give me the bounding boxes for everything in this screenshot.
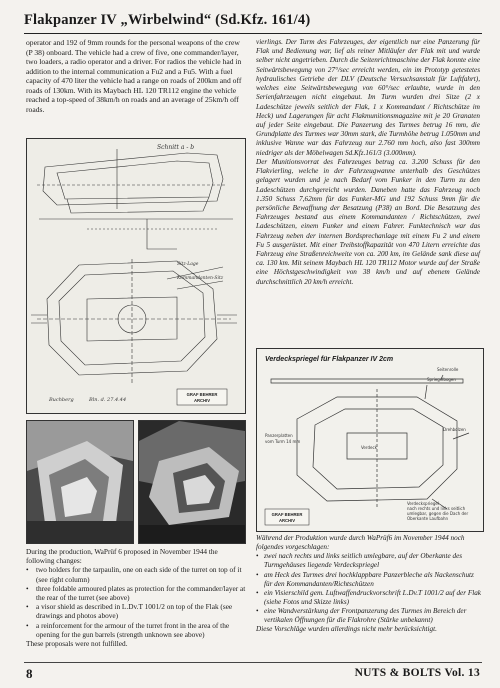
inset-label-top2: Spriegelbogen: [427, 377, 456, 382]
inset-label-bottom-1: Verdeckspriegel: [407, 501, 439, 506]
inset-archive-stamp-2: ARCHIV: [278, 518, 296, 523]
inset-archive-stamp-1: GRAF BEHRER: [271, 512, 303, 517]
blueprint-date: Bln. d. 27.4.44: [89, 397, 127, 403]
turret-blueprint-figure: [26, 138, 246, 414]
blueprint-archive-stamp-1: GRAF BEHRER: [186, 392, 218, 397]
visor-shield-photo-2: [138, 420, 246, 544]
right-bottom-outro: Diese Vorschläge wurden allerdings nicht mehr berücksichtigt.: [256, 625, 437, 634]
inset-label-bottom-2: nach rechts und links seitlich: [407, 506, 466, 511]
inset-label-bottom-4: Oberkante Laufbahn: [407, 516, 449, 521]
inset-label-right: Drehbolzen: [443, 427, 466, 432]
right-paragraph-2: Der Munitionsvorrat des Fahrzeuges betrug ca. 3.200 Schuss für den Flakvierling, welche in der Fahrzeugwanne unterhalb des Geschützes gelagert wurden und je nach Bedarf vom Funker in den Turm zu den Ladeschützen durchgereicht wurden. Daneben hatte das Fahrzeug noch 1.350 Schuss 7,62mm für das Funker-MG und 192 Schuss 9mm für die persönliche Bewaffnung der Besatzung (P38) an Bord. Die Besatzung des Fahrzeuges bestand aus einem Kommandanten / Richtschützen, zwei Ladeschützen, einem Funker und einem Fahrer. Funktechnisch war das Fahrzeug neben der internen Bordsprechanlage mit einem Fu 2 und einem Fu 5 ausgerüstet. Mit einer Treibstoffkapazität von 470 Litern erreichte das Fahrzeug eine Straßenreichweite von ca. 200 km, im Gelände sank diese auf ca. 130 km. Mit seinem Maybach HL 120 TR112 Motor wurde auf der Straße eine Höchstgeschwindigkeit von 38 km/h und auf ebenem Gelände durchschnittlich 20 km/h erreicht.: [256, 157, 480, 286]
right-bottom-item: • zwei nach rechts und links seitlich umlegbare, auf der Oberkante des Turmgehäuses liegende Verdeckspriegel: [264, 552, 482, 570]
caption-outro: These proposals were not fulfilled.: [26, 638, 128, 648]
blueprint-note-a: Sitz-Lage: [177, 262, 199, 267]
publication-name: NUTS & BOLTS Vol. 13: [354, 667, 480, 679]
inset-label-center: Verdeck: [361, 445, 377, 450]
photo-caption: [26, 547, 246, 648]
inset-label-bottom-3: umlegbar, gegen die Dach der: [407, 511, 469, 516]
footer-divider: [24, 662, 482, 663]
tarpaulin-holder-drawing: [257, 349, 483, 531]
right-bottom-item: • ein Visierschild gem. Luftwaffendruckvorschrift L.Dv.T 1001/2 auf der Flak (siehe Fotos und Skizze links): [264, 589, 482, 607]
right-paragraph-1: vierlings. Der Turm des Fahrzeuges, der eigentlich nur eine Panzerung für Flak und Bedienung war, lief als reiner Mitläufer der Flak mit und wurde selber nicht angetrieben. Durch die Seitenrichtmaschine der Flak konnte eine Seitwärtsbewegung von 27°/sec erreicht werden, ein im Prototyp getestetes hydraulisches Getriebe der DLV (Deutsche Versuchsanstalt für Luftfahrt), welches eine Seitwärtsbewegung von 60°/sec erlaubte, wurde in den Serienfahrzeugen nicht eingebaut. Im Turm wurden drei Sitze (2 x Ladeschütze jeweils seitlich der Flak, 1 x Kommandant / Richtschütze im Heck) und Lagerungen für acht Flakmunitionsmagazine mit je 20 Granaten auf jeder Seite eingebaut. Die Panzerung des Turmes betrug 16 mm, die Grundplatte des Turmes war 30mm stark, die Turmhöhe betrug 1.050mm und inklusive Wanne war das Fahrzeug nur 2.760 mm hoch, also fast 300mm niedriger als der Möbelwagen Sd.Kfz.161/3 (3.000mm).: [256, 38, 480, 157]
tarpaulin-holder-figure: [256, 348, 484, 532]
right-column-text: [256, 38, 480, 287]
visor-shield-photo-2-image: [139, 421, 245, 543]
right-bottom-list: [256, 552, 482, 625]
caption-list: [26, 565, 246, 639]
visor-shield-photo-1: [26, 420, 134, 544]
blueprint-signature: Buchberg: [49, 397, 74, 403]
blueprint-scale-label: Schnitt a - b: [157, 144, 195, 151]
page-number: 8: [26, 666, 33, 681]
caption-item: • three foldable armoured plates as protection for the commander/layer at the rear of the turret (see above): [34, 584, 246, 602]
blueprint-archive-stamp-2: ARCHIV: [193, 398, 211, 403]
caption-item: • two holders for the tarpaulin, one on each side of the turret on top of it (see right column): [34, 565, 246, 583]
right-bottom-item: • am Heck des Turmes drei hochklappbare Panzerbleche als Nackenschutz für den Kommandanten/Richtschützen: [264, 571, 482, 589]
inset-title: Verdeckspriegel für Flakpanzer IV 2cm: [265, 356, 394, 363]
inset-label-left-2: vom Turm 14 mm: [265, 439, 301, 444]
visor-shield-photo-1-image: [27, 421, 133, 543]
turret-blueprint-drawing: [27, 139, 245, 413]
blueprint-note-b: Kommandanten-Sitz: [177, 276, 224, 281]
right-bottom-text: [256, 534, 482, 635]
caption-item: • a visor shield as described in L.Dv.T 1001/2 on top of the Flak (see drawings and photos above): [34, 602, 246, 620]
inset-label-left-1: Panzerplatten: [265, 433, 293, 438]
right-bottom-item: • eine Wandverstärkung der Frontpanzerung des Turmes im Bereich der vertikalen Öffnungen für die Flakrohre (Stärke unbekannt): [264, 607, 482, 625]
left-column-text: [26, 38, 244, 115]
caption-item: • a reinforcement for the armour of the turret front in the area of the opening for the gun barrels (strength unknown see above): [34, 621, 246, 639]
right-bottom-intro: Während der Produktion wurde durch WaPrüf6 im November 1944 noch folgendes vorgeschlagen:: [256, 534, 465, 552]
left-paragraph: operator and 192 of 9mm rounds for the personal weapons of the crew (P 38) onboard. The vehicle had a crew of five, one commander/layer, two loaders, a radio operator and a driver. For radios the vehicle had in addition to the internal communication a Fu2 and a Fu5. With a fuel capacity of 470 liter the vehicle had a range on roads of 200km and off roads of 130km. With its Maybach HL 120 TR112 engine the vehicle reached a top-speed of 38km/h on roads and an average of 25km/h off roads.: [26, 38, 242, 114]
inset-label-top: Seitenrolle: [437, 367, 459, 372]
caption-intro: During the production, WaPrüf 6 proposed in November 1944 the following changes:: [26, 547, 218, 566]
page-title: Flakpanzer IV „Wirbelwind“ (Sd.Kfz. 161/4): [24, 12, 482, 34]
